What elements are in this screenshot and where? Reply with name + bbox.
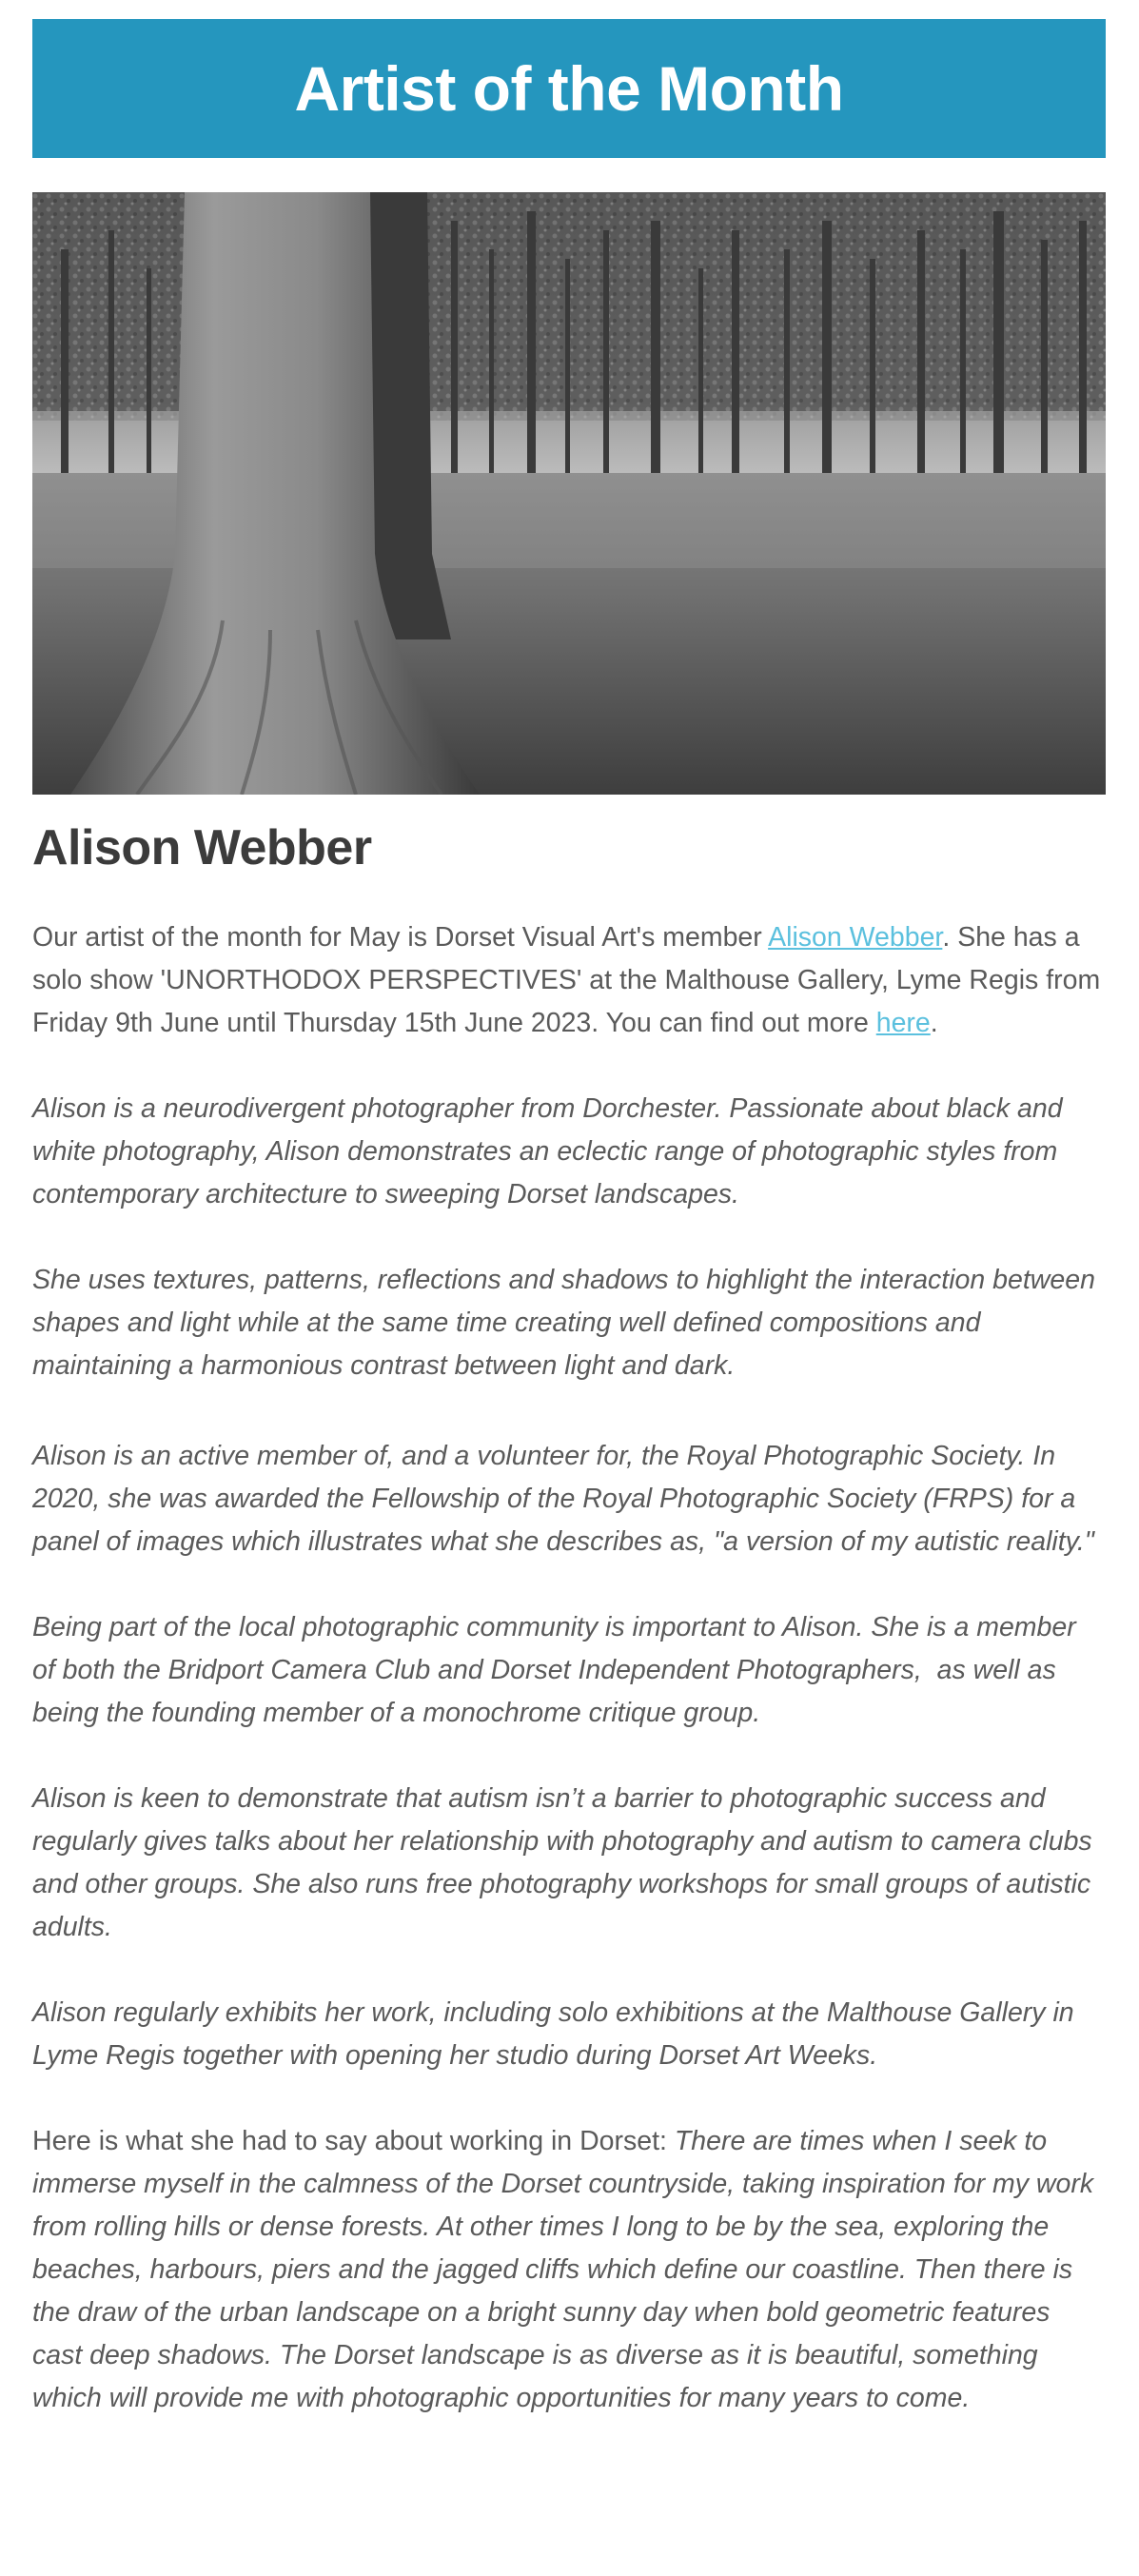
bio-paragraph-autism: Alison is keen to demonstrate that autism isn’t a barrier to photographic success and regularly gives talks about her relationship with photography and autism to camera clubs and other groups. She also runs free photography workshops for small groups of autistic adults.	[32, 1783, 1092, 1942]
bio-paragraph-style: She uses textures, patterns, reflections and shadows to highlight the interaction between shapes and light while at the same time creating well defined compositions and maintaining a harmonious contrast between light and dark.	[32, 1265, 1095, 1381]
find-out-more-link[interactable]: here	[875, 1008, 931, 1038]
article	[32, 19, 1106, 2463]
featured-photo	[32, 192, 1106, 795]
artist-name-heading: Alison Webber	[32, 820, 372, 875]
closing-paragraph: Here is what she had to say about working in Dorset: There are times when I seek to immerse myself in the calmness of the Dorset countryside, taking inspiration for my work from rolling hills or dense forests. At other times I long to be by the sea, exploring the beaches, harbours, piers and the jagged cliffs which define our coastline. Then there is the draw of the urban landscape on a bright sunny day when bold geometric features cast deep shadows. The Dorset landscape is as diverse as it is beautiful, something which will provide me with photographic opportunities for many years to come.	[32, 2126, 1094, 2413]
bio-paragraph-rps: Alison is an active member of, and a volunteer for, the Royal Photographic Society. In 2020, she was awarded the Fellowship of the Royal Photographic Society (FRPS) for a panel of images which illustrates what she describes as, "a version of my autistic reality."	[32, 1441, 1094, 1557]
bio-paragraph-background: Alison is a neurodivergent photographer from Dorchester. Passionate about black and white photography, Alison demonstrates an eclectic range of photographic styles from contemporary architecture to sweeping Dorset landscapes.	[32, 1093, 1063, 1209]
bio-paragraph-exhibitions: Alison regularly exhibits her work, including solo exhibitions at the Malthouse Gallery in Lyme Regis together with opening her studio during Dorset Art Weeks.	[32, 1997, 1074, 2071]
bio-paragraph-community: Being part of the local photographic community is important to Alison. She is a member of both the Bridport Camera Club and Dorset Independent Photographers, as well as being the founding member of a monochrome critique group.	[32, 1612, 1084, 1728]
artist-profile-link[interactable]: Alison Webber	[768, 922, 943, 953]
intro-paragraph: Our artist of the month for May is Dorset Visual Art's member Alison Webber. She has a solo show 'UNORTHODOX PERSPECTIVES' at the Malthouse Gallery, Lyme Regis from Friday 9th June until Thursday 15th June 2023. You can find out more here.	[32, 922, 1101, 1038]
banner-title: Artist of the Month	[294, 53, 844, 124]
article-body	[32, 916, 1106, 2420]
banner	[32, 19, 1106, 158]
artist-quote: There are times when I seek to immerse myself in the calmness of the Dorset countryside, taking inspiration for my work from rolling hills or dense forests. At other times I long to be by the sea, exploring the beaches, harbours, piers and the jagged cliffs which define our coastline. Then there is the draw of the urban landscape on a bright sunny day when bold geometric features cast deep shadows. The Dorset landscape is as diverse as it is beautiful, something which will provide me with photographic opportunities for many years to come.	[32, 2126, 1094, 2413]
